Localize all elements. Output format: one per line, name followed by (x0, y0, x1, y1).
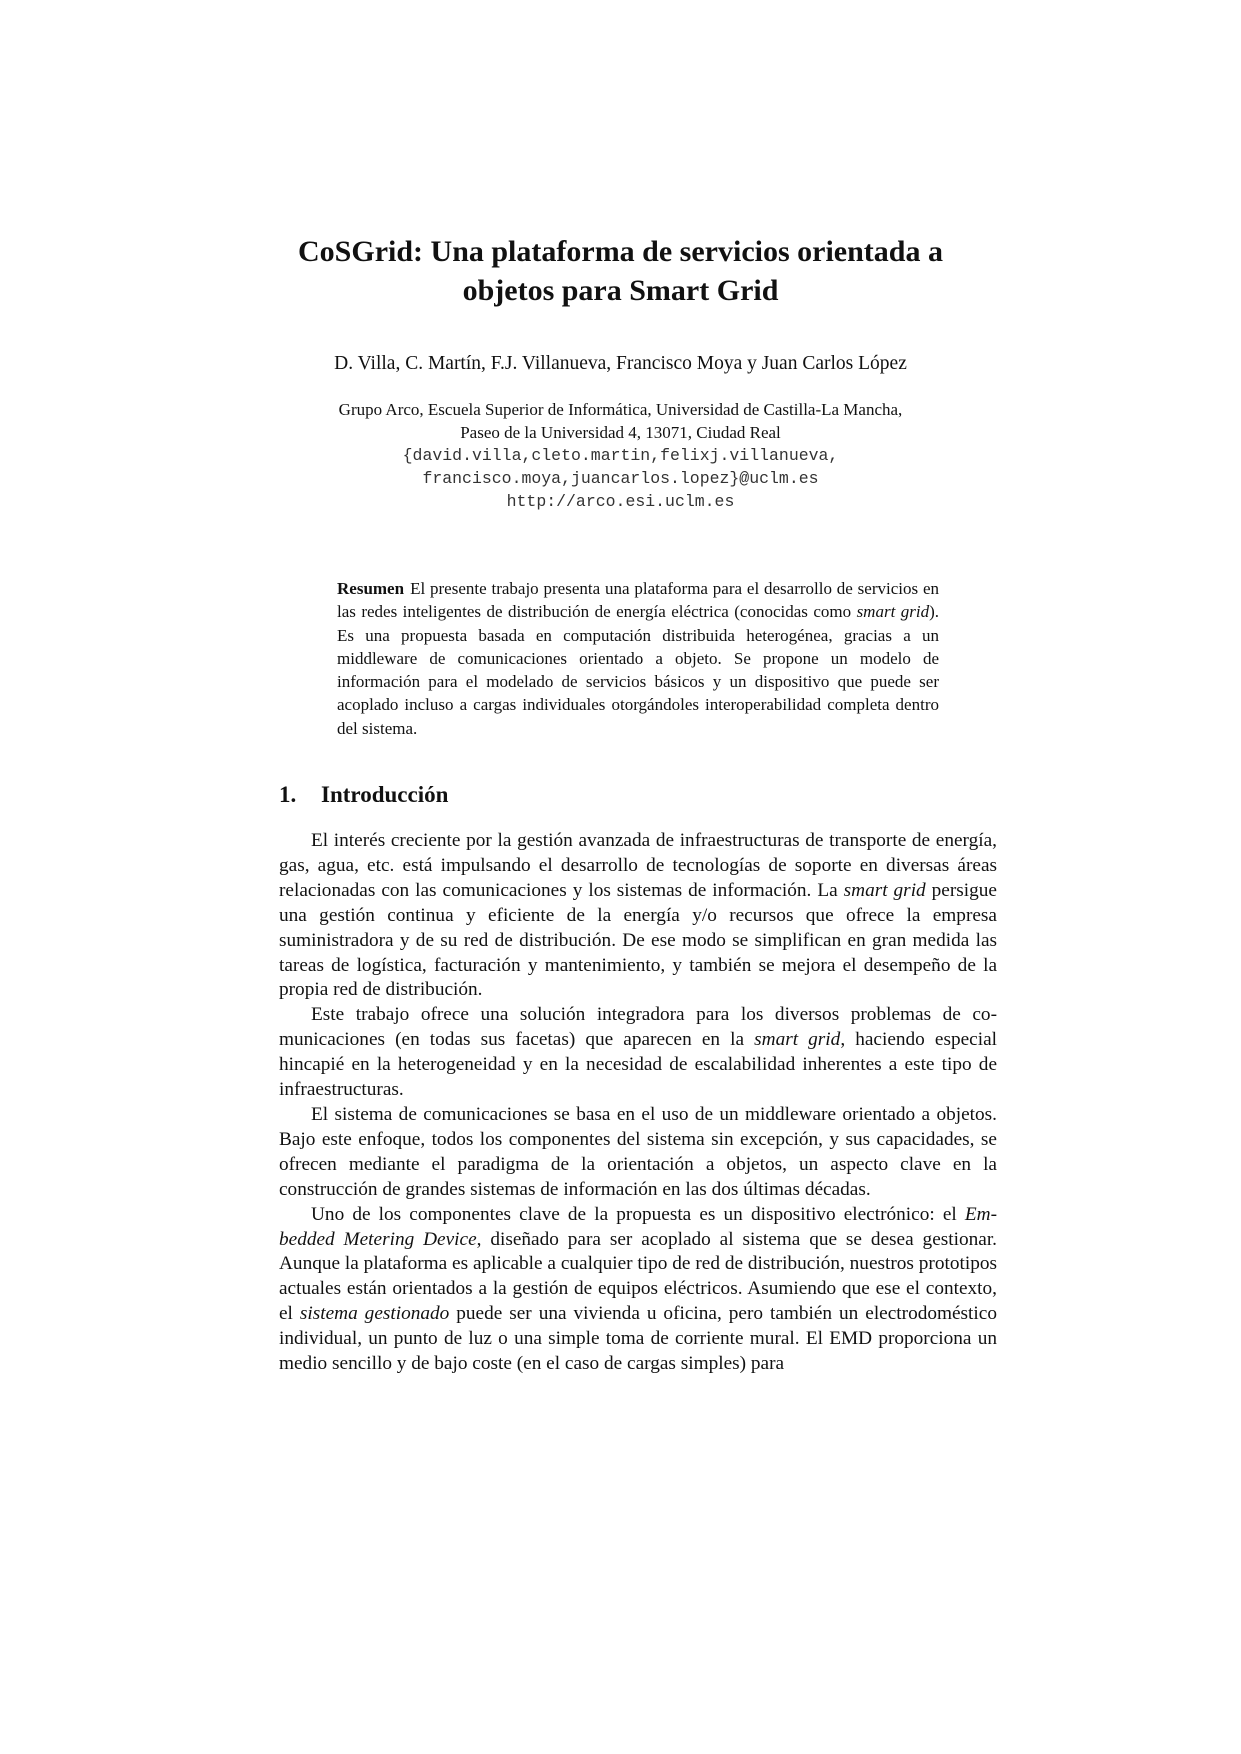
section-heading-introduccion (279, 780, 999, 810)
section-number: 1. (279, 782, 297, 807)
body-text (279, 829, 997, 1377)
paragraph-1 (279, 829, 997, 1003)
paragraph-4-text-a: Uno de los componentes clave de la propuesta es un dispositivo electrónico: el (311, 1203, 965, 1225)
affiliation-line-1: Grupo Arco, Escuela Superior de Informática, Universidad de Castilla-La Mancha, (338, 400, 903, 419)
paragraph-3 (279, 1103, 997, 1203)
author-list: D. Villa, C. Martín, F.J. Villanueva, Francisco Moya y Juan Carlos López (334, 353, 907, 374)
website-link[interactable]: http://arco.esi.uclm.es (506, 492, 735, 511)
emails-line-2: francisco.moya,juancarlos.lopez}@uclm.es (422, 469, 819, 488)
paragraph-2 (279, 1003, 997, 1103)
abstract (337, 577, 939, 740)
abstract-label: Resumen (337, 579, 405, 598)
paper-title (200, 232, 1041, 310)
title-line-2: objetos para Smart Grid (462, 274, 779, 307)
paragraph-4-text-b: , diseñado para ser acoplado al sistema que se desea gestionar. Aunque la plataforma es aplicable a cualquier tipo de red de distribución, nuestros prototipos actuales están orientados a la gestión de equipos eléctricos. Asumiendo que ese el contexto, el (279, 1228, 997, 1325)
abstract-text-1: El presente trabajo presenta una plataforma para el desarrollo de servicios en las redes inteligentes de distribución de energía eléctrica (conocidas como (337, 579, 939, 622)
affiliation-block (200, 398, 1041, 513)
abstract-text-2: ). Es una propuesta basada en computación distribuida heterogénea, gracias a un middleware de comunicaciones orientado a objeto. Se propone un modelo de información para el modelado de servicios básicos y un dispositivo que puede ser acoplado incluso a cargas individuales otorgándoles interoperabilidad completa dentro del sistema. (337, 602, 939, 738)
paragraph-4-text-c: puede ser una vivienda u oficina, pero también un electrodoméstico individual, un punto de luz o una simple toma de corriente mural. El EMD proporciona un medio sencillo y de bajo coste (en el caso de cargas simples) para (279, 1303, 997, 1375)
paragraph-2-italic: smart grid (754, 1029, 841, 1051)
emails-line-1: {david.villa,cleto.martin,felixj.villanueva, (402, 446, 839, 465)
paragraph-2-text-a: Este trabajo ofrece una solución integradora para los diversos problemas de comunicaciones (en todas sus facetas) que aparecen en la (279, 1004, 997, 1051)
paragraph-2-text-b: , haciendo especial hincapié en la heterogeneidad y en la necesidad de escalabilidad inherentes a este tipo de infraestructuras. (279, 1029, 997, 1101)
title-line-1: CoSGrid: Una plataforma de servicios orientada a (298, 235, 943, 268)
abstract-italic-term: smart grid (856, 602, 930, 622)
section-title: Introducción (321, 782, 449, 807)
paragraph-4 (279, 1203, 997, 1377)
paragraph-1-text-b: persigue una gestión continua y eficiente de la energía y/o recursos que ofrece la empresa suministradora y de su red de distribución. De ese modo se simplifican en gran medida las tareas de logística, facturación y mantenimiento, y también se mejora el desempeño de la propia red de distribución. (279, 879, 997, 1001)
paragraph-3-text-a: El sistema de comunicaciones se basa en el uso de un middleware orientado a objetos. Bajo este enfoque, todos los componentes del sistema sin excepción, y sus capacidades, se ofrecen mediante el paradigma de la orientación a objetos, un aspecto clave en la construcción de grandes sistemas de información en las dos últimas décadas. (279, 1103, 997, 1200)
affiliation-line-2: Paseo de la Universidad 4, 13071, Ciudad Real (460, 423, 781, 442)
paragraph-4-italic-2: sistema gestionado (299, 1303, 450, 1325)
paragraph-1-text-a: El interés creciente por la gestión avanzada de infraestructuras de transporte de energía, gas, agua, etc. está impulsando el desarrollo de tecnologías de soporte en diversas áreas relacionadas con las comunicaciones y los sistemas de información. La (279, 830, 997, 901)
paragraph-4-italic-1: Embedded Metering Device (279, 1203, 997, 1250)
paragraph-1-italic: smart grid (843, 879, 926, 901)
